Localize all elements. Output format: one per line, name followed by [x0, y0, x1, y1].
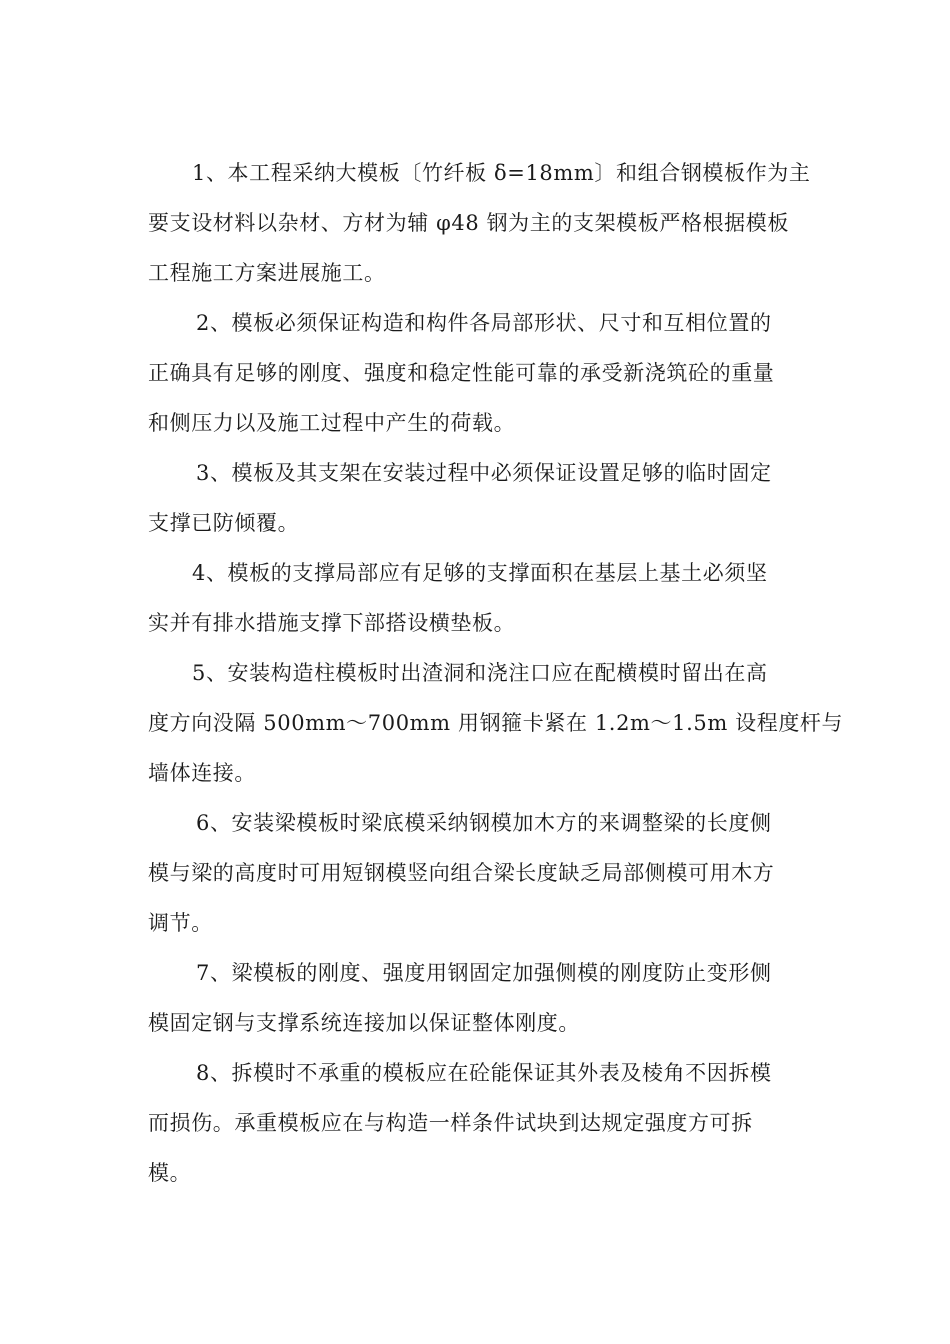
- paragraph-7: [148, 948, 808, 1048]
- paragraph-line: 而损伤。承重模板应在与构造一样条件试块到达规定强度方可拆: [148, 1111, 753, 1135]
- paragraph-line: 1、本工程采纳大模板〔竹纤板 δ=18mm〕和组合钢模板作为主: [192, 161, 811, 185]
- document-body: [148, 148, 844, 1198]
- paragraph-line: 模固定钢与支撑系统连接加以保证整体刚度。: [148, 1011, 580, 1035]
- paragraph-3: [148, 448, 808, 548]
- paragraph-line: 2、模板必须保证构造和构件各局部形状、尺寸和互相位置的: [196, 311, 772, 335]
- paragraph-4: [148, 548, 808, 648]
- paragraph-line: 支撑已防倾覆。: [148, 511, 300, 535]
- paragraph-line: 8、拆模时不承重的模板应在砼能保证其外表及棱角不因拆模: [196, 1061, 772, 1085]
- paragraph-line: 4、模板的支撑局部应有足够的支撑面积在基层上基土必须坚: [192, 561, 768, 585]
- paragraph-line: 度方向没隔 500mm～700mm 用钢箍卡紧在 1.2m～1.5m 设程度杆与: [148, 711, 844, 735]
- paragraph-line: 要支设材料以杂材、方材为辅 φ48 钢为主的支架模板严格根据模板: [148, 211, 789, 235]
- paragraph-line: 7、梁模板的刚度、强度用钢固定加强侧模的刚度防止变形侧: [196, 961, 772, 985]
- paragraph-line: 6、安装梁模板时梁底模采纳钢模加木方的来调整梁的长度侧: [196, 811, 772, 835]
- paragraph-line: 和侧压力以及施工过程中产生的荷载。: [148, 411, 516, 435]
- paragraph-line: 正确具有足够的刚度、强度和稳定性能可靠的承受新浇筑砼的重量: [148, 361, 775, 385]
- paragraph-2: [148, 298, 808, 448]
- paragraph-line: 调节。: [148, 911, 213, 935]
- paragraph-5: [148, 648, 844, 798]
- paragraph-line: 墙体连接。: [148, 761, 256, 785]
- paragraph-line: 3、模板及其支架在安装过程中必须保证设置足够的临时固定: [196, 461, 772, 485]
- paragraph-1: [148, 148, 811, 298]
- paragraph-line: 工程施工方案进展施工。: [148, 261, 386, 285]
- paragraph-6: [148, 798, 808, 948]
- paragraph-8: [148, 1048, 808, 1198]
- paragraph-line: 模与梁的高度时可用短钢模竖向组合梁长度缺乏局部侧模可用木方: [148, 861, 775, 885]
- paragraph-line: 实并有排水措施支撑下部搭设横垫板。: [148, 611, 516, 635]
- paragraph-line: 5、安装构造柱模板时出渣洞和浇注口应在配横模时留出在高: [192, 661, 768, 685]
- paragraph-line: 模。: [148, 1161, 192, 1185]
